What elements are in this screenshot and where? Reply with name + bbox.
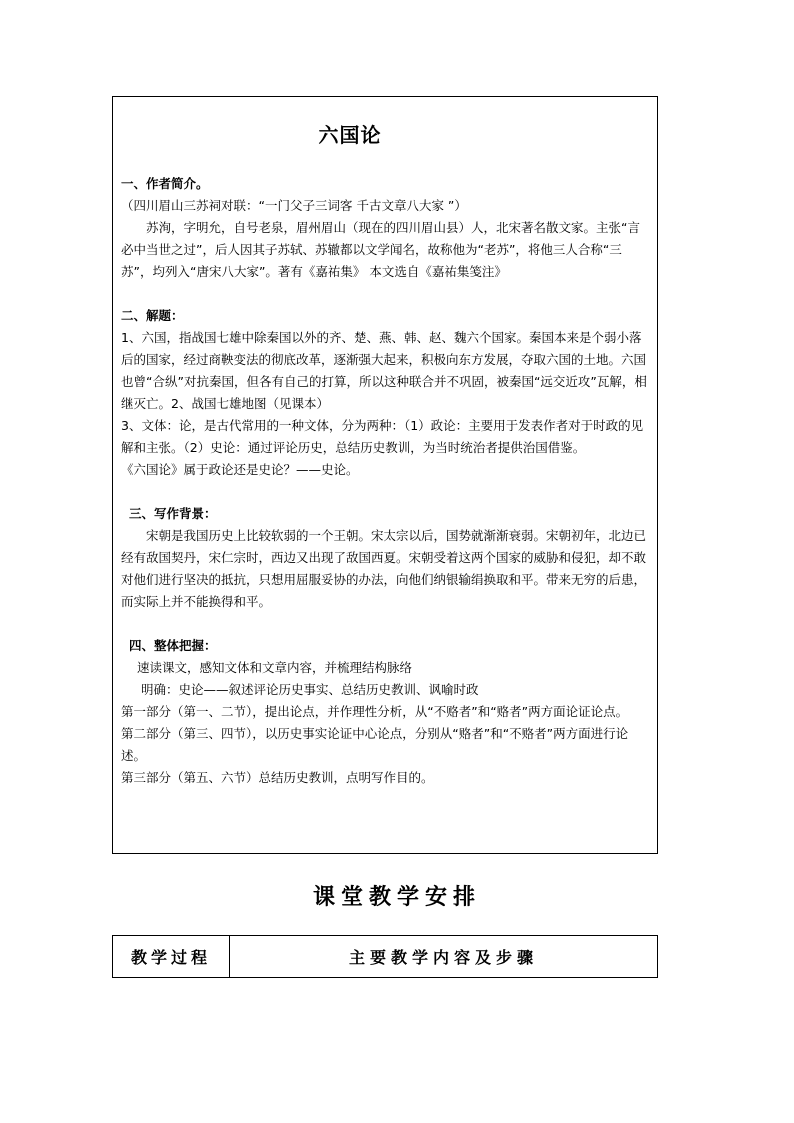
section-overview-heading: 四、整体把握： (129, 638, 217, 653)
overview-task: 速读课文，感知文体和文章内容，并梳理结构脉络 (137, 660, 413, 675)
intro-box (112, 96, 658, 854)
section-author-heading: 一、作者简介。 (121, 176, 209, 191)
section-title-explain-heading: 二、解题： (121, 308, 184, 323)
section-background-heading: 三、写作背景： (129, 506, 217, 521)
teaching-content-header: 主要教学内容及步骤 (348, 948, 538, 967)
doc-content (121, 173, 651, 789)
doc-title: 六国论 (318, 123, 382, 147)
explain-para-3: 《六国论》属于政论还是史论？——史论。 (121, 462, 359, 477)
teaching-process-header: 教学过程 (113, 936, 230, 977)
lesson-table-header (112, 935, 658, 978)
explain-para-1: 1、六国，指战国七雄中除秦国以外的齐、楚、燕、韩、赵、魏六个国家。秦国本来是个弱小落后的国家，经过商鞅变法的彻底改革，逐渐强大起来，积极向东方发展，夺取六国的土地。六国也曾“合纵”对抗秦国，但各有自己的打算，所以这种联合并不巩固，被秦国“远交近攻”瓦解，相继灭亡。2、战国七雄地图（见课本） (121, 330, 647, 411)
background-para: 宋朝是我国历史上比较软弱的一个王朝。宋太宗以后，国势就渐渐衰弱。宋朝初年，北边已经有敌国契丹，宋仁宗时，西边又出现了敌国西夏。宋朝受着这两个国家的威胁和侵犯，却不敢对他们进行坚决的抵抗，只想用屈服妥协的办法，向他们纳银输绢换取和平。带来无穷的后患，而实际上并不能换得和平。 (121, 528, 647, 609)
overview-clarify: 明确：史论——叙述评论历史事实、总结历史教训、讽喻时政 (141, 682, 479, 697)
author-intro: 苏洵，字明允，自号老泉，眉州眉山（现在的四川眉山县）人，北宋著名散文家。主张“言必中当世之过”，后人因其子苏轼、苏辙都以文学闻名，故称他为“老苏”，将他三人合称“三苏”，均列入“唐宋八大家”。著有《嘉祐集》 本文选自《嘉祐集笺注》 (121, 220, 640, 279)
lesson-title: 课堂教学安排 (312, 884, 481, 910)
overview-part-2: 第二部分（第三、四节），以历史事实论证中心论点，分别从“赂者”和“不赂者”两方面进行论述。 (121, 726, 629, 763)
overview-part-3: 第三部分（第五、六节）总结历史教训，点明写作目的。 (121, 770, 434, 785)
couplet-text: （四川眉山三苏祠对联：“一门父子三词客 千古文章八大家 ”） (121, 198, 467, 213)
explain-para-2: 3、文体：论，是古代常用的一种文体，分为两种：（1）政论：主要用于发表作者对于时政的见解和主张。（2）史论：通过评论历史，总结历史教训，为当时统治者提供治国借鉴。 (121, 418, 644, 455)
overview-part-1: 第一部分（第一、二节），提出论点，并作理性分析，从“不赂者”和“赂者”两方面论证论点。 (121, 704, 629, 719)
